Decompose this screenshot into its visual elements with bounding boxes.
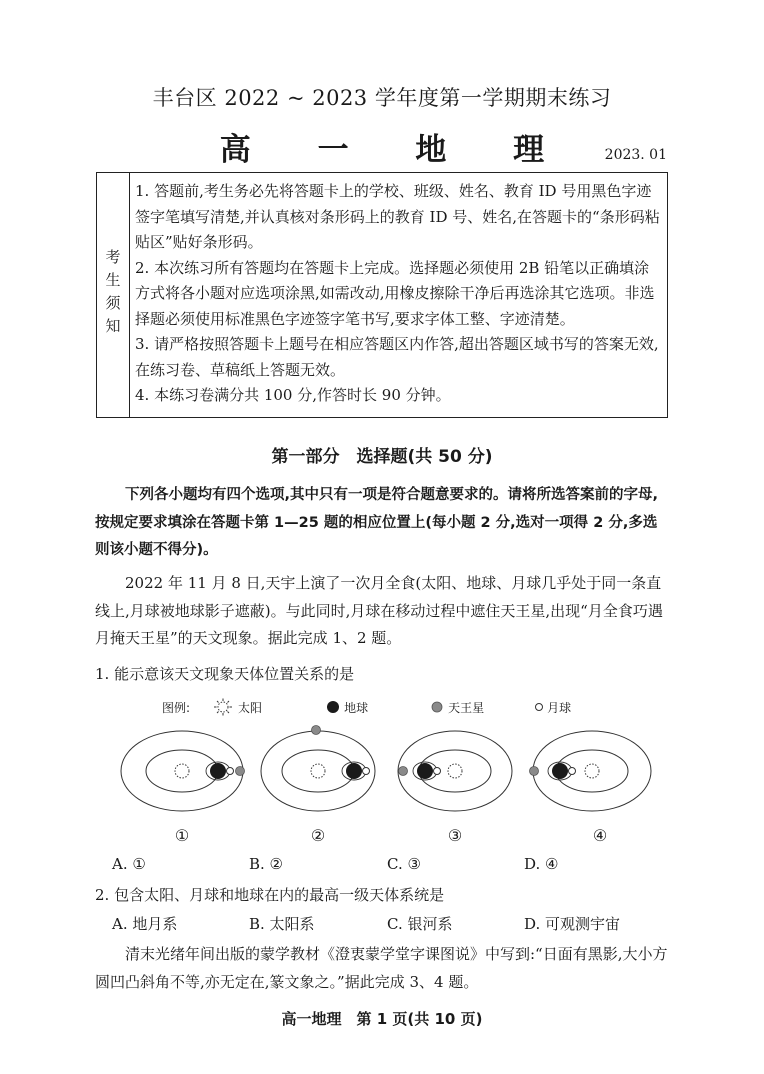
- question-2-stem: 2. 包含太阳、月球和地球在内的最高一级天体系统是: [95, 886, 445, 904]
- legend-earth: 地球: [344, 700, 369, 715]
- uranus-icon: [530, 767, 539, 776]
- moon-icon: [569, 768, 576, 775]
- notice-item-4: 4. 本练习卷满分共 100 分,作答时长 90 分钟。: [135, 386, 451, 404]
- uranus-icon: [399, 767, 408, 776]
- q2-option-a: A. 地月系: [112, 915, 178, 933]
- legend-sun: 太阳: [238, 700, 263, 715]
- figure-label-2: ②: [310, 826, 326, 845]
- legend-prefix: 图例:: [162, 700, 191, 715]
- legend-moon: 月球: [547, 700, 572, 715]
- question-1-options: [112, 855, 672, 873]
- section-title: 第一部分 选择题(共 50 分): [271, 447, 493, 467]
- earth-icon: [210, 763, 226, 779]
- notice-item-3: 3. 请严格按照答题卡上题号在相应答题区内作答,超出答题区域书写的答案无效,在练习卷、草稿纸上答题无效。: [135, 335, 659, 379]
- figure-legend: [162, 698, 571, 716]
- page-footer: 高一地理 第 1 页(共 10 页): [281, 1010, 483, 1028]
- material-2: 清末光绪年间出版的蒙学教材《澄衷蒙学堂字课图说》中写到:“日面有黑影,大小方圆凹凸斜角不等,亦无定在,篆文象之。”据此完成 3、4 题。: [95, 945, 668, 991]
- moon-icon: [363, 768, 370, 775]
- material-1: 2022 年 11 月 8 日,天宇上演了一次月全食(太阳、地球、月球几乎处于同一条直线上,月球被地球影子遮蔽)。与此同时,月球在移动过程中遮住天王星,出现“月全食巧遇月掩天王星”的天文现象。据此完成 1、2 题。: [95, 574, 663, 647]
- legend-uranus: 天王星: [448, 700, 485, 715]
- instructions: 下列各小题均有四个选项,其中只有一项是符合题意要求的。请将所选答案前的字母,按规定要求填涂在答题卡第 1—25 题的相应位置上(每小题 2 分,选对一项得 2 分,多选则该小题不得分)。: [95, 487, 659, 558]
- notice-box: [96, 172, 668, 418]
- notice-label: 考生须知: [97, 173, 130, 417]
- q2-option-b: B. 太阳系: [249, 915, 315, 933]
- figure-label-3: ③: [447, 826, 463, 845]
- figure-label-1: ①: [174, 826, 190, 845]
- question-2-options: [112, 913, 672, 934]
- orbit-diagram-4: [530, 731, 652, 811]
- notice-item-1: 1. 答题前,考生务必先将答题卡上的学校、班级、姓名、教育 ID 号用黑色字迹签字笔填写清楚,并认真核对条形码上的教育 ID 号、姓名,在答题卡的“条形码粘贴区”贴好条形码。: [135, 182, 660, 251]
- orbit-diagrams: [118, 716, 658, 826]
- moon-icon: [534, 702, 544, 712]
- sun-icon: [212, 698, 234, 716]
- notice-body: [135, 179, 661, 409]
- q1-option-b: B. ②: [249, 855, 284, 873]
- q2-option-d: D. 可观测宇宙: [524, 915, 621, 933]
- q1-option-a: A. ①: [112, 855, 146, 873]
- question-1-stem: 1. 能示意该天文现象天体位置关系的是: [95, 665, 355, 683]
- notice-item-2: 2. 本次练习所有答题均在答题卡上完成。选择题必须使用 2B 铅笔以正确填涂方式将各小题对应选项涂黑,如需改动,用橡皮擦除干净后再选涂其它选项。非选择题必须使用标准黑色字迹签字笔书写,要求字体工整、字迹清楚。: [135, 258, 655, 328]
- orbit-diagram-2: [261, 726, 375, 812]
- moon-icon: [434, 768, 441, 775]
- subject-title: 高 一 地 理: [219, 132, 573, 168]
- exam-date: 2023. 01: [604, 147, 667, 163]
- uranus-icon: [236, 767, 245, 776]
- q2-option-c: C. 银河系: [387, 915, 453, 933]
- moon-icon: [227, 768, 234, 775]
- figure-label-4: ④: [592, 826, 608, 845]
- orbit-diagram-1: [121, 731, 245, 811]
- q1-option-d: D. ④: [524, 855, 559, 873]
- orbit-diagram-3: [398, 731, 512, 811]
- earth-icon: [346, 763, 362, 779]
- q1-option-c: C. ③: [387, 855, 421, 873]
- uranus-icon: [312, 726, 321, 735]
- exam-title: 丰台区 2022 ~ 2023 学年度第一学期期末练习: [152, 86, 612, 110]
- earth-icon: [417, 763, 433, 779]
- uranus-icon: [430, 700, 444, 714]
- earth-icon: [552, 763, 568, 779]
- earth-icon: [326, 700, 340, 714]
